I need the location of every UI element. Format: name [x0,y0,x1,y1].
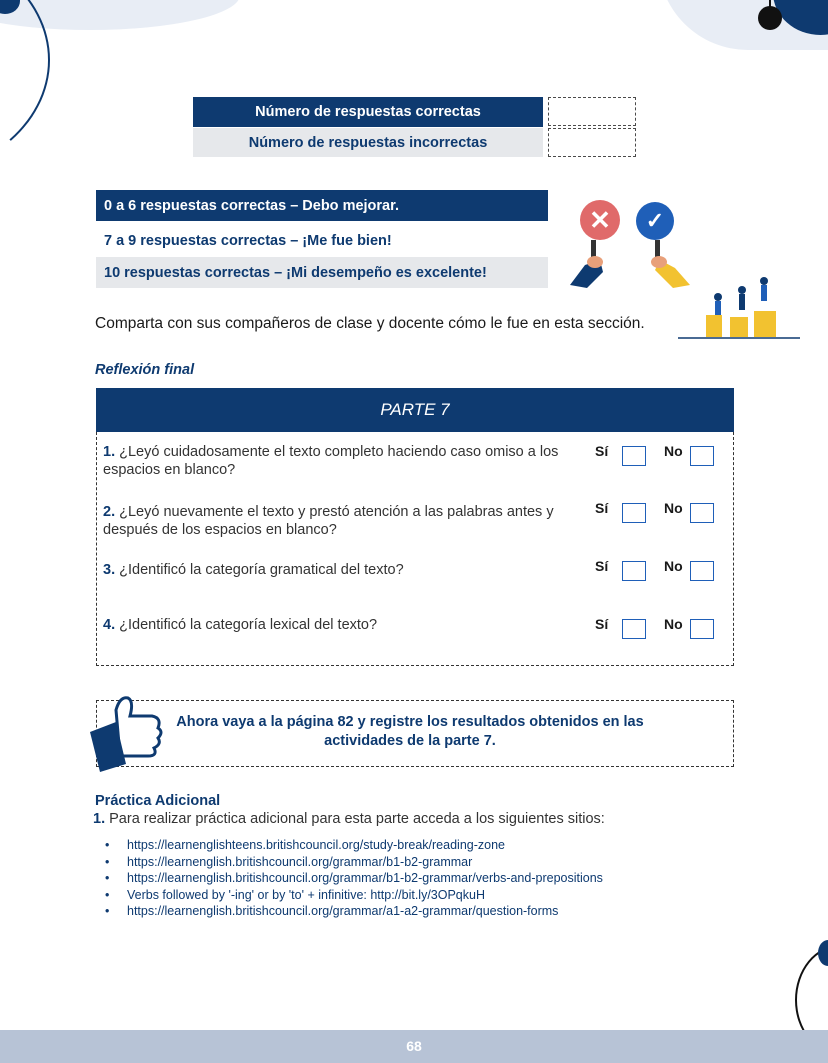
score-row-incorrect-label: Número de respuestas incorrectas [248,134,488,151]
question-1-no-checkbox[interactable] [690,446,714,466]
question-1 [103,443,583,479]
share-instruction: Comparta con sus compañeros de clase y docente cómo le fue en esta sección. [95,315,645,332]
resource-link[interactable]: • https://learnenglish.britishcouncil.org/grammar/b1-b2-grammar/verbs-and-prepositions [105,870,603,887]
thumbs-up-icon [86,692,168,774]
hands-holding-signs-icon [565,240,695,290]
practica-intro-text: Para realizar práctica adicional para esta parte acceda a los siguientes sitios: [109,811,605,827]
question-1-number: 1. [103,444,116,460]
score-input-correct[interactable] [548,97,636,126]
parte-header [96,388,734,432]
question-3-no-label: No [664,558,683,574]
question-4-no-checkbox[interactable] [690,619,714,639]
question-3-number: 3. [103,562,116,578]
decor-arc-left [0,0,50,180]
page-number: 68 [406,1038,422,1054]
resource-link[interactable]: • https://learnenglish.britishcouncil.org/grammar/a1-a2-grammar/question-forms [105,903,603,920]
question-4 [103,616,583,634]
question-4-number: 4. [103,617,116,633]
resource-links [105,837,603,920]
question-2 [103,503,583,539]
parte-title: PARTE 7 [380,400,450,419]
resource-link[interactable]: • https://learnenglish.britishcouncil.org/grammar/b1-b2-grammar [105,854,603,871]
rubric-row-1 [96,190,548,221]
question-2-no-checkbox[interactable] [690,503,714,523]
rubric-row-1-text: 0 a 6 respuestas correctas – Debo mejorar. [104,197,399,214]
question-3 [103,561,583,579]
question-1-no-label: No [664,443,683,459]
score-row-correct [193,97,543,127]
question-4-text: ¿Identificó la categoría lexical del texto? [119,617,378,633]
question-4-yes-checkbox[interactable] [622,619,646,639]
practica-number: 1. [93,811,106,827]
question-2-yes-checkbox[interactable] [622,503,646,523]
question-3-yes-label: Sí [595,558,609,574]
check-icon: ✓ [636,202,674,240]
practica-intro [93,811,605,827]
question-3-text: ¿Identificó la categoría gramatical del texto? [119,562,404,578]
practica-title: Práctica Adicional [95,793,221,809]
rubric-row-3-text: 10 respuestas correctas – ¡Mi desempeño es excelente! [104,264,487,281]
rubric-row-3 [96,257,548,288]
resource-link[interactable]: • https://learnenglishteens.britishcouncil.org/study-break/reading-zone [105,837,603,854]
question-3-no-checkbox[interactable] [690,561,714,581]
rubric-row-2 [96,226,548,256]
reflexion-title: Reflexión final [95,362,195,378]
question-1-yes-label: Sí [595,443,609,459]
question-2-text: ¿Leyó nuevamente el texto y prestó atención a las palabras antes y después de los espacios en blanco? [103,504,554,538]
question-3-yes-checkbox[interactable] [622,561,646,581]
question-2-no-label: No [664,500,683,516]
question-1-yes-checkbox[interactable] [622,446,646,466]
question-2-number: 2. [103,504,116,520]
resource-link[interactable]: • Verbs followed by '-ing' or by 'to' + infinitive: http://bit.ly/3OPqkuH [105,887,603,904]
question-4-yes-label: Sí [595,616,609,632]
score-row-incorrect [193,128,543,157]
question-4-no-label: No [664,616,683,632]
score-input-incorrect[interactable] [548,128,636,157]
decor-pendant-dot [758,6,782,30]
teamwork-climb-icon [678,275,800,340]
question-1-text: ¿Leyó cuidadosamente el texto completo haciendo caso omiso a los espacios en blanco? [103,444,559,478]
score-row-correct-label: Número de respuestas correctas [255,104,481,120]
wrong-x-icon: ✕ [580,200,620,240]
rubric-row-2-text: 7 a 9 respuestas correctas – ¡Me fue bien! [104,233,392,249]
question-2-yes-label: Sí [595,500,609,516]
tip-text: Ahora vaya a la página 82 y registre los resultados obtenidos en las actividades de la parte 7. [176,714,644,749]
